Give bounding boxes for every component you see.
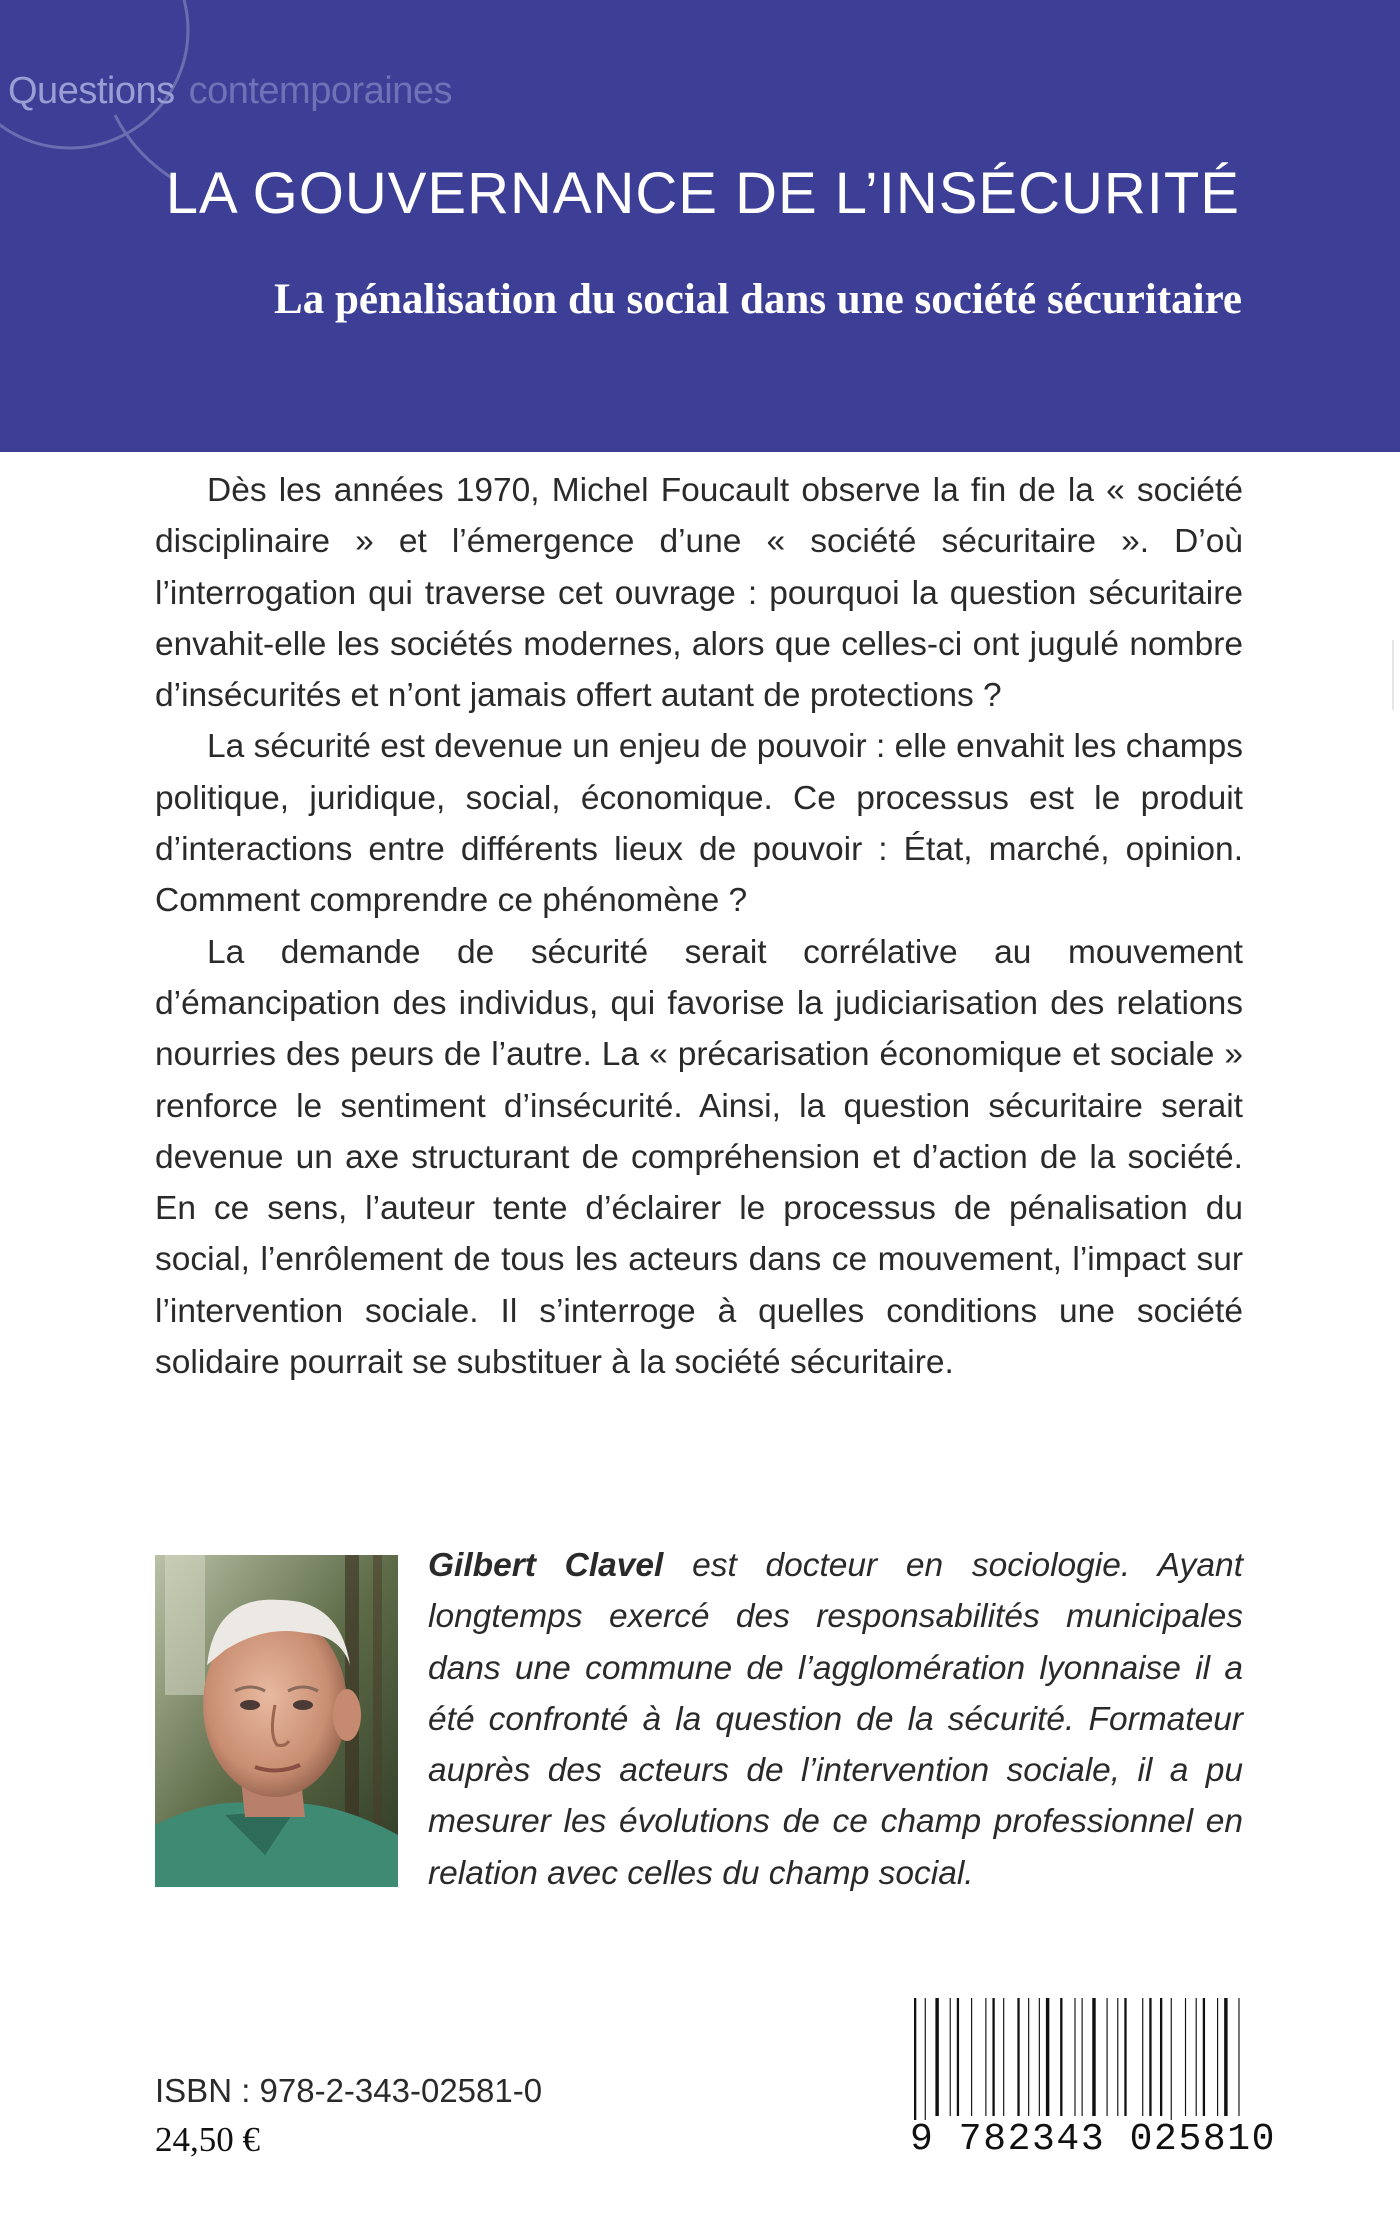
series-name	[8, 70, 452, 113]
barcode-bar	[950, 1998, 951, 2116]
barcode-bar	[1224, 1998, 1227, 2116]
series-word-questions: Questions	[8, 70, 175, 112]
barcode-bar	[1017, 1998, 1019, 2116]
author-portrait-image	[155, 1555, 398, 1887]
barcode-bar	[1185, 1998, 1186, 2116]
barcode-bar	[914, 1998, 916, 2120]
author-bio-text: est docteur en sociologie. Ayant longtemps exercé des responsabilités municipales dans une commune de l’agglomération lyonnaise il a été confronté à la question de la sécurité. Formateur auprès des acteurs de l’intervention sociale, il a pu mesurer les évolutions de ce champ professionnel en relation avec celles du champ social.	[428, 1547, 1243, 1892]
barcode-bar	[925, 1998, 926, 2120]
barcode-bar	[1082, 1998, 1083, 2116]
back-cover-blurb	[155, 465, 1243, 1388]
barcode-bar	[935, 1998, 938, 2116]
cover-header-band	[0, 0, 1400, 452]
barcode-bar	[1124, 1998, 1126, 2116]
barcode-bar	[1107, 1998, 1108, 2116]
series-word-contemporaines: contemporaines	[188, 70, 452, 112]
barcode-bar	[1149, 1998, 1151, 2116]
edge-divider	[1392, 640, 1394, 710]
barcode-bars	[910, 1990, 1250, 2120]
barcode-bar	[1092, 1998, 1095, 2116]
barcode-bar	[1117, 1998, 1118, 2116]
isbn-label: ISBN : 978-2-343-02581-0	[155, 2072, 543, 2109]
blurb-paragraph-3: La demande de sécurité serait corrélative au mouvement d’émancipation des individus, qui favorise la judiciarisation des relations nourries des peurs de l’autre. La « précarisation économique et sociale » renforce le sentiment d’insécurité. Ainsi, la question sécuritaire serait devenue un axe structurant de compréhension et d’action de la société. En ce sens, l’auteur tente d’éclairer le processus de pénalisation du social, l’enrôlement de tous les acteurs dans ce mouvement, l’impact sur l’intervention sociale. Il s’interroge à quelles conditions une société solidaire pourrait se substituer à la société sécuritaire.	[155, 933, 1243, 1382]
barcode-bar	[1046, 1998, 1049, 2116]
barcode-bar	[1142, 1998, 1143, 2116]
book-title: LA GOUVERNANCE DE L’INSÉCURITÉ	[165, 161, 1240, 226]
barcode-bar	[985, 1998, 986, 2116]
barcode-bar	[1060, 1998, 1062, 2116]
barcode-bar	[1203, 1998, 1205, 2116]
author-photo	[155, 1555, 398, 1887]
barcode-bar	[1003, 1998, 1004, 2116]
barcode-bar	[957, 1998, 959, 2116]
barcode-bar	[1217, 1998, 1218, 2116]
barcode-bar	[1160, 1998, 1162, 2116]
barcode-bar	[1039, 1998, 1040, 2116]
barcode-bar	[1171, 1998, 1172, 2120]
blurb-paragraph-2: La sécurité est devenue un enjeu de pouvoir : elle envahit les champs politique, juridique, social, économique. Ce processus est le produit d’interactions entre différents lieux de pouvoir : État, marché, opinion. Comment comprendre ce phénomène ?	[155, 728, 1243, 920]
barcode-bar	[1238, 1998, 1239, 2116]
book-subtitle: La pénalisation du social dans une société sécuritaire	[274, 276, 1242, 323]
author-bio	[428, 1540, 1243, 1899]
author-name: Gilbert Clavel	[428, 1547, 664, 1584]
barcode-bar	[1028, 1998, 1029, 2116]
blurb-paragraph-1: Dès les années 1970, Michel Foucault observe la fin de la « société disciplinaire » et l’émergence d’une « société sécuritaire ». D’où l’interrogation qui traverse cet ouvrage : pourquoi la question sécuritaire envahit-elle les sociétés modernes, alors que celles-ci ont jugulé nombre d’insécurités et n’ont jamais offert autant de protections ?	[155, 472, 1243, 715]
barcode-bar	[1196, 1998, 1197, 2116]
barcode-bar	[992, 1998, 994, 2116]
barcode-bar	[1074, 1998, 1075, 2116]
barcode-digits: 9 782343 025810	[910, 2118, 1277, 2161]
price-label: 24,50 €	[155, 2120, 260, 2159]
barcode-bar	[971, 1998, 972, 2116]
